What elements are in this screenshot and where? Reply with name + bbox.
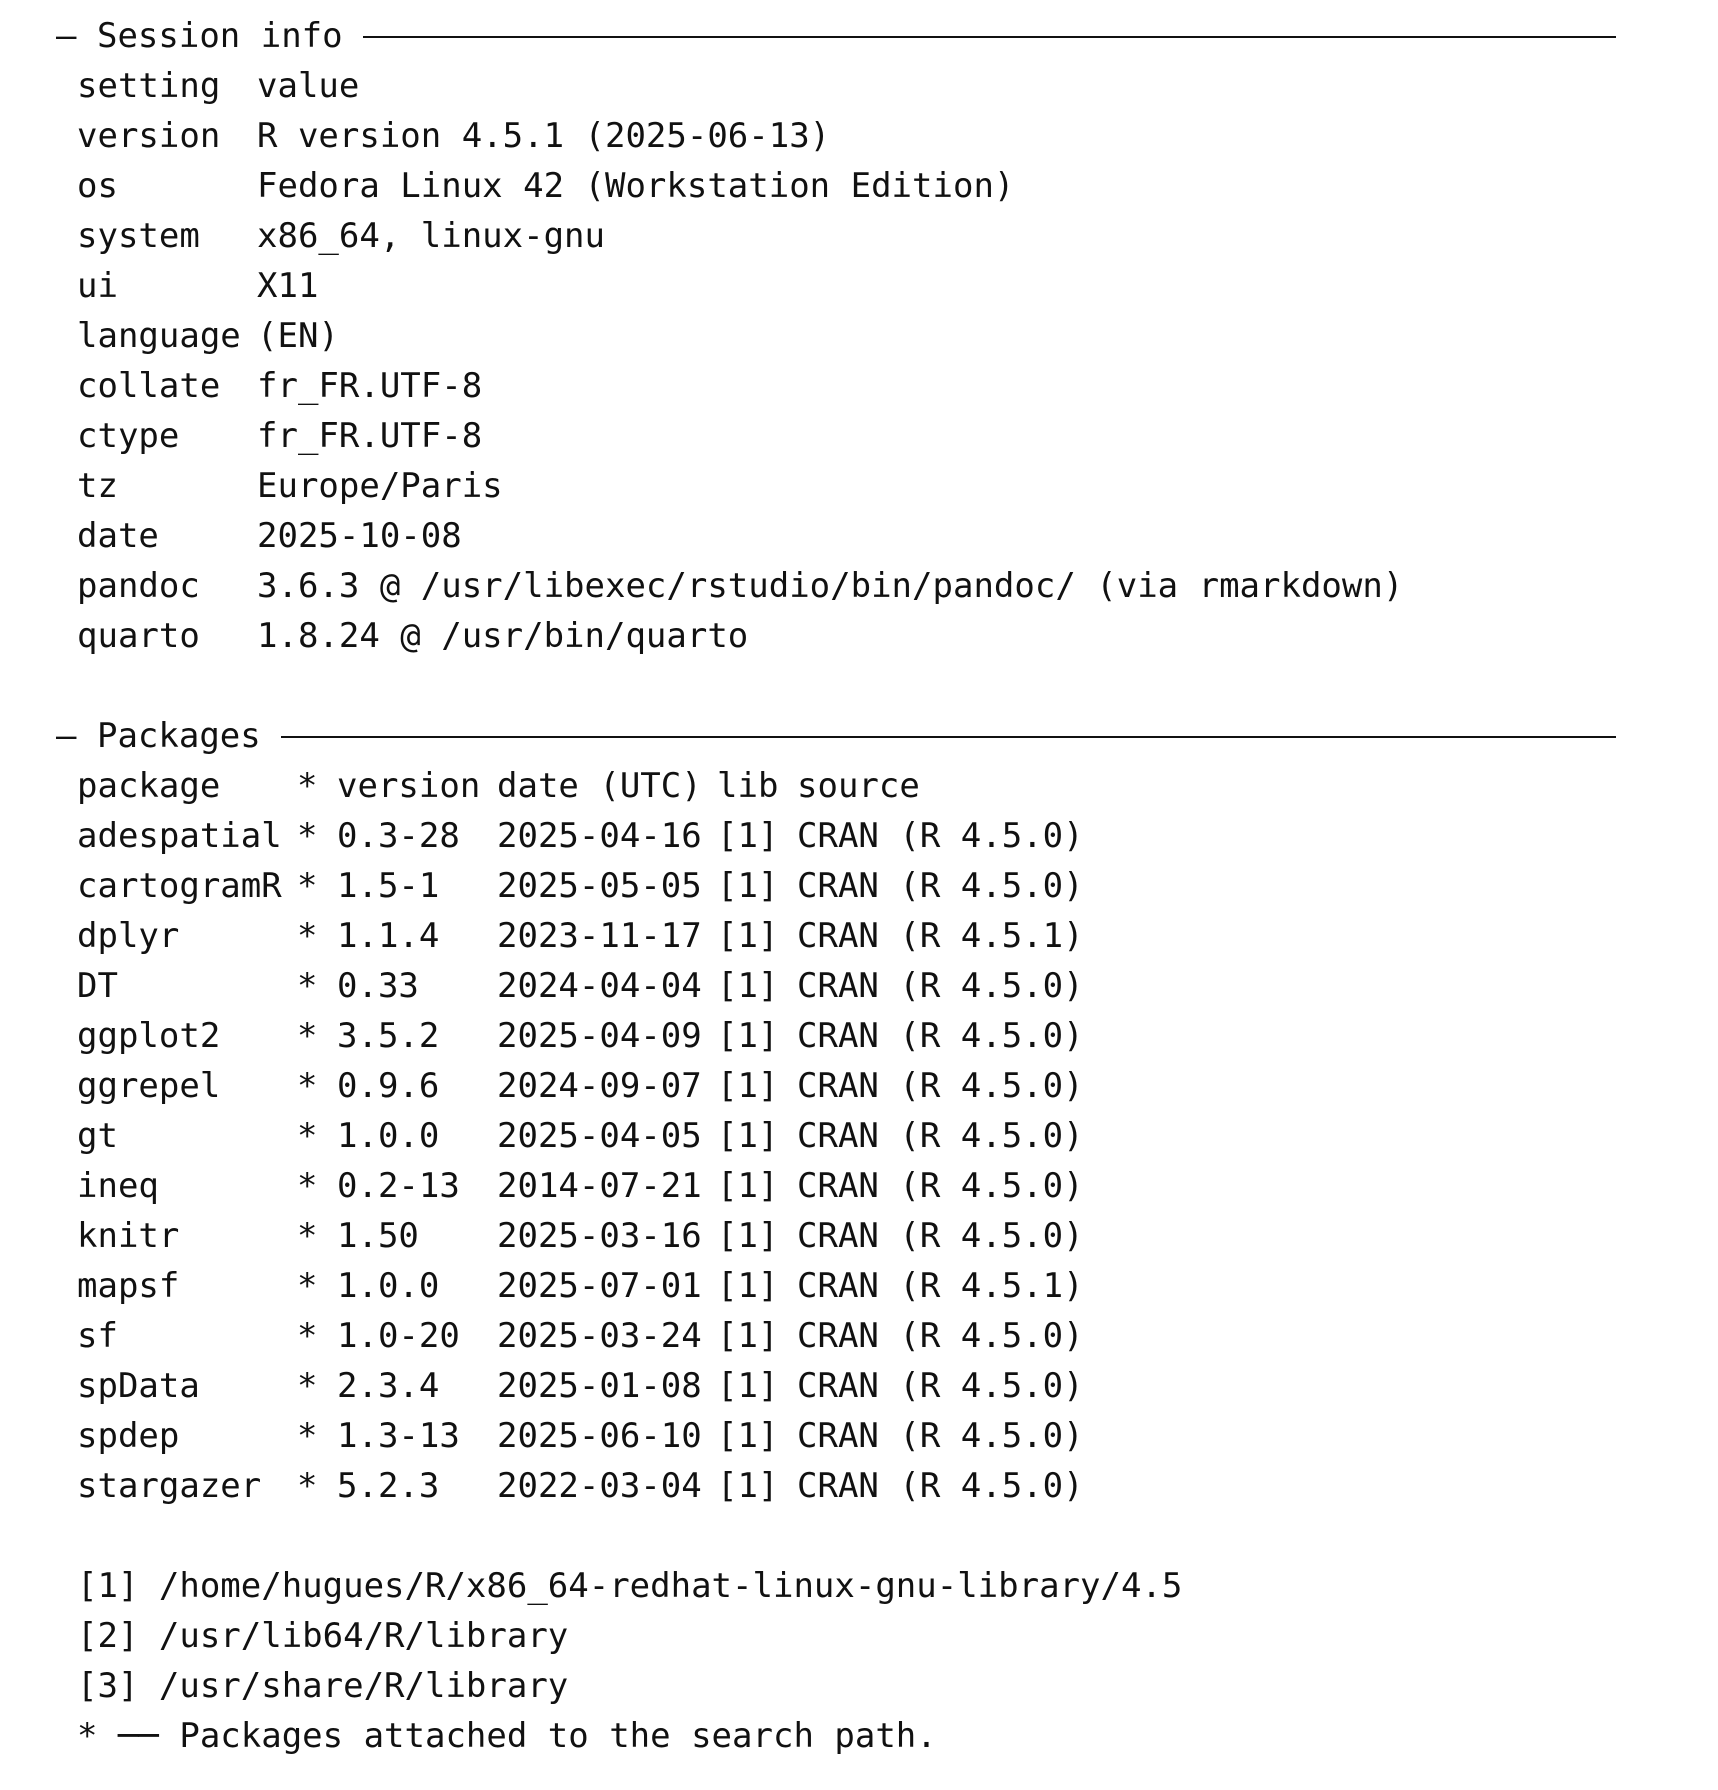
package-source: CRAN (R 4.5.0)	[797, 1416, 1084, 1456]
package-name: mapsf	[77, 1266, 180, 1306]
attached-mark: *	[297, 1116, 318, 1156]
package-date: 2025-04-09	[497, 1016, 702, 1056]
date-header: date (UTC)	[497, 766, 702, 806]
version-header: version	[337, 766, 481, 806]
package-version: 1.0.0	[337, 1266, 440, 1306]
setting-key: collate	[77, 366, 221, 406]
package-date: 2022-03-04	[497, 1466, 702, 1506]
setting-key: version	[77, 116, 221, 156]
package-source: CRAN (R 4.5.0)	[797, 1366, 1084, 1406]
package-name: spdep	[77, 1416, 180, 1456]
package-lib: [1]	[717, 1216, 779, 1256]
package-lib: [1]	[717, 1466, 779, 1506]
package-row	[0, 811, 1718, 861]
package-row	[0, 1011, 1718, 1061]
setting-value: x86_64, linux-gnu	[257, 216, 605, 256]
footnote-text: * ── Packages attached to the search path.	[77, 1716, 937, 1756]
package-name: gt	[77, 1116, 118, 1156]
package-date: 2024-09-07	[497, 1066, 702, 1106]
package-source: CRAN (R 4.5.0)	[797, 866, 1084, 906]
package-lib: [1]	[717, 1016, 779, 1056]
packages-title: Packages	[96, 716, 261, 756]
package-date: 2025-06-10	[497, 1416, 702, 1456]
setting-key: quarto	[77, 616, 200, 656]
session-info-row	[0, 311, 1718, 361]
package-date: 2025-01-08	[497, 1366, 702, 1406]
package-source: CRAN (R 4.5.0)	[797, 1116, 1084, 1156]
package-source: CRAN (R 4.5.0)	[797, 966, 1084, 1006]
package-version: 1.0-20	[337, 1316, 460, 1356]
package-lib: [1]	[717, 1116, 779, 1156]
package-version: 0.33	[337, 966, 419, 1006]
attached-mark: *	[297, 1066, 318, 1106]
package-name: dplyr	[77, 916, 180, 956]
package-row	[0, 1111, 1718, 1161]
package-version: 1.0.0	[337, 1116, 440, 1156]
package-source: CRAN (R 4.5.0)	[797, 1166, 1084, 1206]
packages-header	[0, 711, 1616, 761]
header-dash: —	[56, 16, 77, 56]
package-header: package	[77, 766, 221, 806]
header-rule	[363, 36, 1616, 38]
setting-value: fr_FR.UTF-8	[257, 366, 483, 406]
package-name: spData	[77, 1366, 200, 1406]
package-source: CRAN (R 4.5.1)	[797, 1266, 1084, 1306]
header-dash: —	[56, 716, 77, 756]
attached-mark: *	[297, 816, 318, 856]
setting-value: R version 4.5.1 (2025-06-13)	[257, 116, 831, 156]
package-date: 2025-03-16	[497, 1216, 702, 1256]
package-version: 1.1.4	[337, 916, 440, 956]
package-name: ggrepel	[77, 1066, 221, 1106]
attached-mark: *	[297, 1316, 318, 1356]
setting-value: 3.6.3 @ /usr/libexec/rstudio/bin/pandoc/ (via rmarkdown)	[257, 566, 1404, 606]
value-header: value	[257, 66, 360, 106]
session-info-row	[0, 161, 1718, 211]
package-version: 5.2.3	[337, 1466, 440, 1506]
package-source: CRAN (R 4.5.0)	[797, 1466, 1084, 1506]
package-version: 2.3.4	[337, 1366, 440, 1406]
package-lib: [1]	[717, 1266, 779, 1306]
blank-line	[0, 1511, 1718, 1561]
attached-mark: *	[297, 1466, 318, 1506]
package-name: knitr	[77, 1216, 180, 1256]
library-path-text: [2] /usr/lib64/R/library	[77, 1616, 569, 1656]
package-row	[0, 1311, 1718, 1361]
session-info-title: Session info	[96, 16, 343, 56]
package-lib: [1]	[717, 1366, 779, 1406]
package-version: 1.5-1	[337, 866, 440, 906]
setting-value: 2025-10-08	[257, 516, 462, 556]
setting-key: pandoc	[77, 566, 200, 606]
package-row	[0, 861, 1718, 911]
lib-header: lib	[717, 766, 779, 806]
package-version: 0.9.6	[337, 1066, 440, 1106]
package-name: sf	[77, 1316, 118, 1356]
package-lib: [1]	[717, 866, 779, 906]
package-date: 2025-04-16	[497, 816, 702, 856]
library-path-text: [3] /usr/share/R/library	[77, 1666, 569, 1706]
session-info-row	[0, 411, 1718, 461]
package-date: 2025-07-01	[497, 1266, 702, 1306]
header-rule	[281, 736, 1616, 738]
package-source: CRAN (R 4.5.0)	[797, 1016, 1084, 1056]
attached-mark: *	[297, 1016, 318, 1056]
package-lib: [1]	[717, 1416, 779, 1456]
attached-mark: *	[297, 866, 318, 906]
package-name: ggplot2	[77, 1016, 221, 1056]
setting-header: setting	[77, 66, 221, 106]
session-info-column-header	[0, 61, 1718, 111]
package-row	[0, 1361, 1718, 1411]
attached-header: *	[297, 766, 318, 806]
session-info-row	[0, 461, 1718, 511]
session-info-header	[0, 11, 1616, 61]
session-info-output	[0, 11, 1718, 1761]
attached-mark: *	[297, 1266, 318, 1306]
session-info-row	[0, 111, 1718, 161]
package-source: CRAN (R 4.5.0)	[797, 1066, 1084, 1106]
package-lib: [1]	[717, 816, 779, 856]
package-row	[0, 961, 1718, 1011]
package-version: 3.5.2	[337, 1016, 440, 1056]
package-date: 2025-05-05	[497, 866, 702, 906]
footnote	[0, 1711, 1718, 1761]
package-source: CRAN (R 4.5.0)	[797, 1316, 1084, 1356]
setting-key: os	[77, 166, 118, 206]
package-date: 2014-07-21	[497, 1166, 702, 1206]
package-lib: [1]	[717, 916, 779, 956]
setting-value: 1.8.24 @ /usr/bin/quarto	[257, 616, 749, 656]
blank-line	[0, 661, 1718, 711]
packages-column-header	[0, 761, 1718, 811]
package-date: 2024-04-04	[497, 966, 702, 1006]
attached-mark: *	[297, 1366, 318, 1406]
setting-key: language	[77, 316, 241, 356]
setting-key: system	[77, 216, 200, 256]
package-name: cartogramR	[77, 866, 282, 906]
package-name: adespatial	[77, 816, 282, 856]
package-name: ineq	[77, 1166, 159, 1206]
library-path	[0, 1661, 1718, 1711]
package-date: 2023-11-17	[497, 916, 702, 956]
setting-value: (EN)	[257, 316, 339, 356]
package-date: 2025-03-24	[497, 1316, 702, 1356]
attached-mark: *	[297, 1416, 318, 1456]
package-row	[0, 911, 1718, 961]
setting-key: tz	[77, 466, 118, 506]
package-row	[0, 1411, 1718, 1461]
session-info-row	[0, 511, 1718, 561]
attached-mark: *	[297, 1166, 318, 1206]
session-info-row	[0, 611, 1718, 661]
attached-mark: *	[297, 966, 318, 1006]
package-row	[0, 1211, 1718, 1261]
package-source: CRAN (R 4.5.0)	[797, 816, 1084, 856]
package-version: 0.3-28	[337, 816, 460, 856]
package-lib: [1]	[717, 1066, 779, 1106]
package-version: 1.50	[337, 1216, 419, 1256]
package-version: 1.3-13	[337, 1416, 460, 1456]
package-lib: [1]	[717, 1316, 779, 1356]
package-row	[0, 1061, 1718, 1111]
package-date: 2025-04-05	[497, 1116, 702, 1156]
session-info-row	[0, 561, 1718, 611]
library-path	[0, 1611, 1718, 1661]
package-name: stargazer	[77, 1466, 262, 1506]
setting-value: fr_FR.UTF-8	[257, 416, 483, 456]
package-row	[0, 1461, 1718, 1511]
attached-mark: *	[297, 1216, 318, 1256]
library-path	[0, 1561, 1718, 1611]
setting-key: ctype	[77, 416, 180, 456]
package-version: 0.2-13	[337, 1166, 460, 1206]
setting-value: X11	[257, 266, 319, 306]
attached-mark: *	[297, 916, 318, 956]
setting-value: Fedora Linux 42 (Workstation Edition)	[257, 166, 1015, 206]
package-row	[0, 1161, 1718, 1211]
package-name: DT	[77, 966, 118, 1006]
setting-key: ui	[77, 266, 118, 306]
setting-value: Europe/Paris	[257, 466, 503, 506]
session-info-row	[0, 261, 1718, 311]
package-row	[0, 1261, 1718, 1311]
package-source: CRAN (R 4.5.0)	[797, 1216, 1084, 1256]
session-info-row	[0, 361, 1718, 411]
session-info-row	[0, 211, 1718, 261]
package-source: CRAN (R 4.5.1)	[797, 916, 1084, 956]
source-header: source	[797, 766, 920, 806]
library-path-text: [1] /home/hugues/R/x86_64-redhat-linux-gnu-library/4.5	[77, 1566, 1183, 1606]
package-lib: [1]	[717, 966, 779, 1006]
setting-key: date	[77, 516, 159, 556]
package-lib: [1]	[717, 1166, 779, 1206]
